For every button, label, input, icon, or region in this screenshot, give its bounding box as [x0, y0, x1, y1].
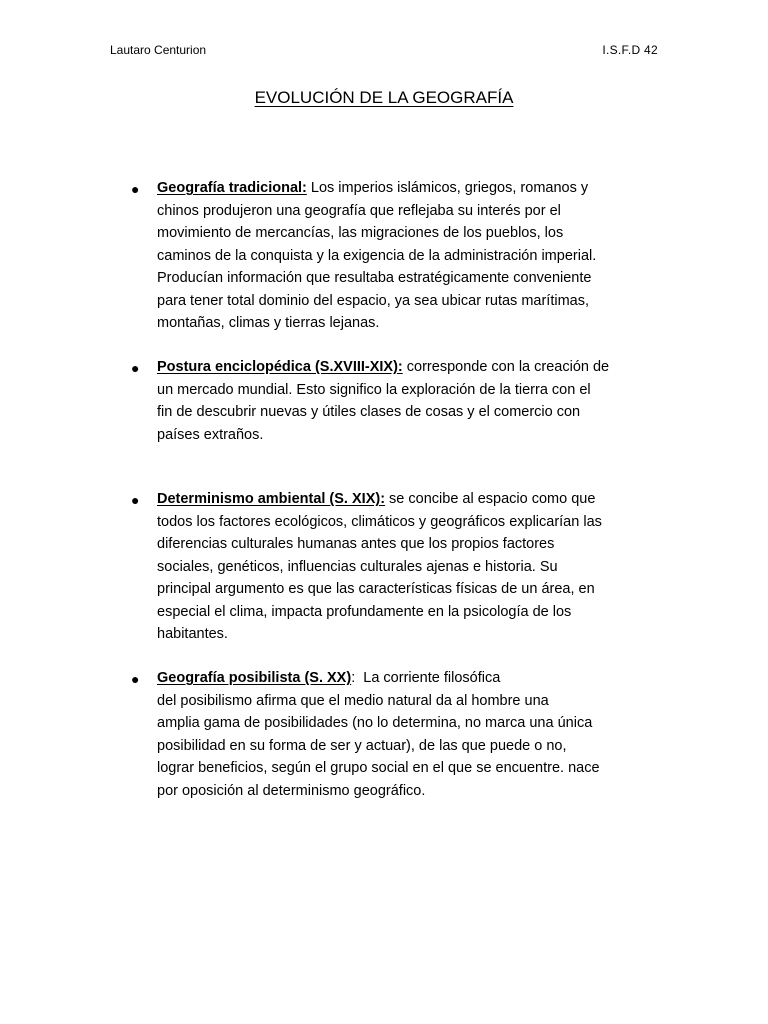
item-intro: se concibe al espacio como que	[385, 491, 596, 507]
body-line: caminos de la conquista y la exigencia de la administración imperial.	[157, 247, 597, 264]
body-line: montañas, climas y tierras lejanas.	[157, 315, 380, 331]
list-item-text	[157, 667, 662, 802]
list-item-text	[157, 177, 662, 335]
item-intro: : La corriente filosófica	[351, 670, 501, 686]
body-line: habitantes.	[157, 626, 228, 642]
first-line	[157, 488, 662, 511]
bullet-icon: ●	[131, 360, 140, 376]
body-line: un mercado mundial. Esto significo la exploración de la tierra con el	[157, 381, 591, 398]
institution-name: I.S.F.D 42	[602, 43, 658, 57]
body-line: lograr beneficios, según el grupo social en el que se encuentre. nace	[157, 760, 600, 776]
body-line: movimiento de mercancías, las migraciones de los pueblos, los	[157, 225, 564, 241]
body-line: por oposición al determinismo geográfico.	[157, 782, 426, 799]
bullet-icon: ●	[131, 181, 140, 197]
item-heading: Geografía posibilista (S. XX)	[157, 670, 352, 686]
body-line: principal argumento es que las características físicas de un área, en	[157, 581, 595, 597]
body-line: Producían información que resultaba estratégicamente conveniente	[157, 270, 592, 286]
author-name: Lautaro Centurion	[110, 43, 207, 57]
body-line: chinos produjeron una geografía que reflejaba su interés por el	[157, 202, 561, 219]
item-intro: corresponde con la creación de	[402, 359, 610, 375]
document-title: EVOLUCIÓN DE LA GEOGRAFÍA	[254, 88, 514, 107]
item-heading: Geografía tradicional:	[157, 180, 307, 196]
body-line: posibilidad en su forma de ser y actuar), de las que puede o no,	[157, 737, 567, 754]
bullet-icon: ●	[131, 671, 140, 687]
first-line	[157, 667, 662, 690]
body-line: amplia gama de posibilidades (no lo determina, no marca una única	[157, 715, 593, 731]
item-heading: Postura enciclopédica (S.XVIII-XIX):	[157, 359, 403, 375]
body-line: países extraños.	[157, 426, 264, 443]
item-heading: Determinismo ambiental (S. XIX):	[157, 491, 386, 507]
body-line: todos los factores ecológicos, climáticos y geográficos explicarían las	[157, 513, 602, 530]
body-line: para tener total dominio del espacio, ya sea ubicar rutas marítimas,	[157, 292, 589, 309]
bullet-icon: ●	[131, 492, 140, 508]
body-line: fin de descubrir nuevas y útiles clases de cosas y el comercio con	[157, 404, 581, 420]
list-item-text	[157, 356, 662, 446]
body-line: diferencias culturales humanas antes que los propios factores	[157, 536, 555, 552]
page-header	[110, 43, 658, 61]
list-item-text	[157, 488, 662, 646]
first-line	[157, 356, 662, 379]
body-line: sociales, genéticos, influencias culturales ajenas e historia. Su	[157, 558, 558, 575]
item-intro: Los imperios islámicos, griegos, romanos y	[306, 180, 589, 196]
body-line: del posibilismo afirma que el medio natural da al hombre una	[157, 692, 549, 709]
first-line	[157, 177, 662, 200]
body-line: especial el clima, impacta profundamente en la psicología de los	[157, 603, 572, 620]
